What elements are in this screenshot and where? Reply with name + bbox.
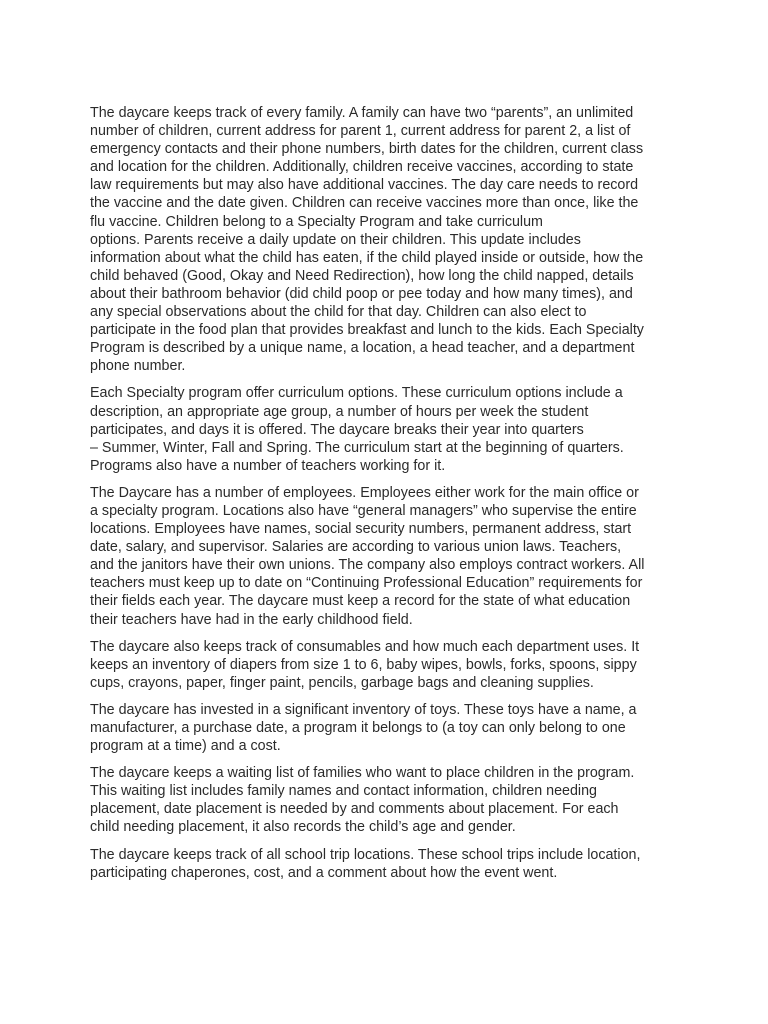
text-line: participate in the food plan that provides breakfast and lunch to the kids. Each Specialty [90,322,644,339]
paragraph-waiting-list [90,764,685,836]
text-line: a specialty program. Locations also have “general managers” who supervise the entire [90,502,637,519]
paragraph-employees [90,484,685,629]
text-line: and location for the children. Additionally, children receive vaccines, according to state [90,159,634,176]
text-line: about their bathroom behavior (did child poop or pee today and how many times), and [90,285,633,302]
paragraph-school-trips [90,846,685,882]
text-line: their teachers have had in the early childhood field. [90,611,413,628]
text-line: phone number. [90,358,186,375]
text-line: Program is described by a unique name, a location, a head teacher, and a department [90,340,635,357]
paragraph-family [90,104,685,375]
text-line: participates, and days it is offered. The daycare breaks their year into quarters [90,421,584,438]
text-line: information about what the child has eaten, if the child played inside or outside, how the [90,249,644,266]
text-line: and the janitors have their own unions. The company also employs contract workers. All [90,557,645,574]
text-line: – Summer, Winter, Fall and Spring. The curriculum start at the beginning of quarters. [90,439,624,456]
text-line: date, salary, and supervisor. Salaries are according to various union laws. Teachers, [90,539,622,556]
text-line: child behaved (Good, Okay and Need Redirection), how long the child napped, details [90,267,634,284]
text-line: options. Parents receive a daily update on their children. This update includes [90,231,581,248]
text-line: the vaccine and the date given. Children can receive vaccines more than once, like the [90,195,639,212]
text-line: Programs also have a number of teachers working for it. [90,457,446,474]
text-line: The daycare also keeps track of consumables and how much each department uses. It [90,638,640,655]
text-line: The daycare has invested in a significant inventory of toys. These toys have a name, a [90,701,637,718]
paragraph-toys [90,701,685,755]
text-line: keeps an inventory of diapers from size 1 to 6, baby wipes, bowls, forks, spoons, sippy [90,656,637,673]
text-line: teachers must keep up to date on “Continuing Professional Education” requirements for [90,575,643,592]
text-line: placement, date placement is needed by and comments about placement. For each [90,801,619,818]
text-line: their fields each year. The daycare must keep a record for the state of what education [90,593,631,610]
text-line: The daycare keeps track of all school trip locations. These school trips include location, [90,846,641,863]
text-line: child needing placement, it also records the child’s age and gender. [90,819,516,836]
paragraph-curriculum [90,384,685,474]
text-line: law requirements but may also have additional vaccines. The day care needs to record [90,177,639,194]
text-line: number of children, current address for parent 1, current address for parent 2, a list of [90,123,631,140]
text-line: This waiting list includes family names and contact information, children needing [90,783,598,800]
text-line: The Daycare has a number of employees. Employees either work for the main office or [90,484,639,501]
text-line: locations. Employees have names, social security numbers, permanent address, start [90,521,632,538]
text-line: description, an appropriate age group, a number of hours per week the student [90,403,589,420]
text-line: any special observations about the child for that day. Children can also elect to [90,304,587,321]
text-line: The daycare keeps track of every family. A family can have two “parents”, an unlimited [90,105,634,121]
text-line: program at a time) and a cost. [90,738,281,755]
text-line: emergency contacts and their phone numbers, birth dates for the children, current class [90,141,644,158]
text-line: participating chaperones, cost, and a comment about how the event went. [90,864,558,881]
document-body [90,104,685,891]
text-line: flu vaccine. Children belong to a Specialty Program and take curriculum [90,213,543,230]
text-line: Each Specialty program offer curriculum options. These curriculum options include a [90,385,623,402]
text-line: cups, crayons, paper, finger paint, pencils, garbage bags and cleaning supplies. [90,674,594,691]
text-line: The daycare keeps a waiting list of families who want to place children in the program. [90,765,635,782]
paragraph-consumables [90,638,685,692]
text-line: manufacturer, a purchase date, a program it belongs to (a toy can only belong to one [90,720,626,736]
